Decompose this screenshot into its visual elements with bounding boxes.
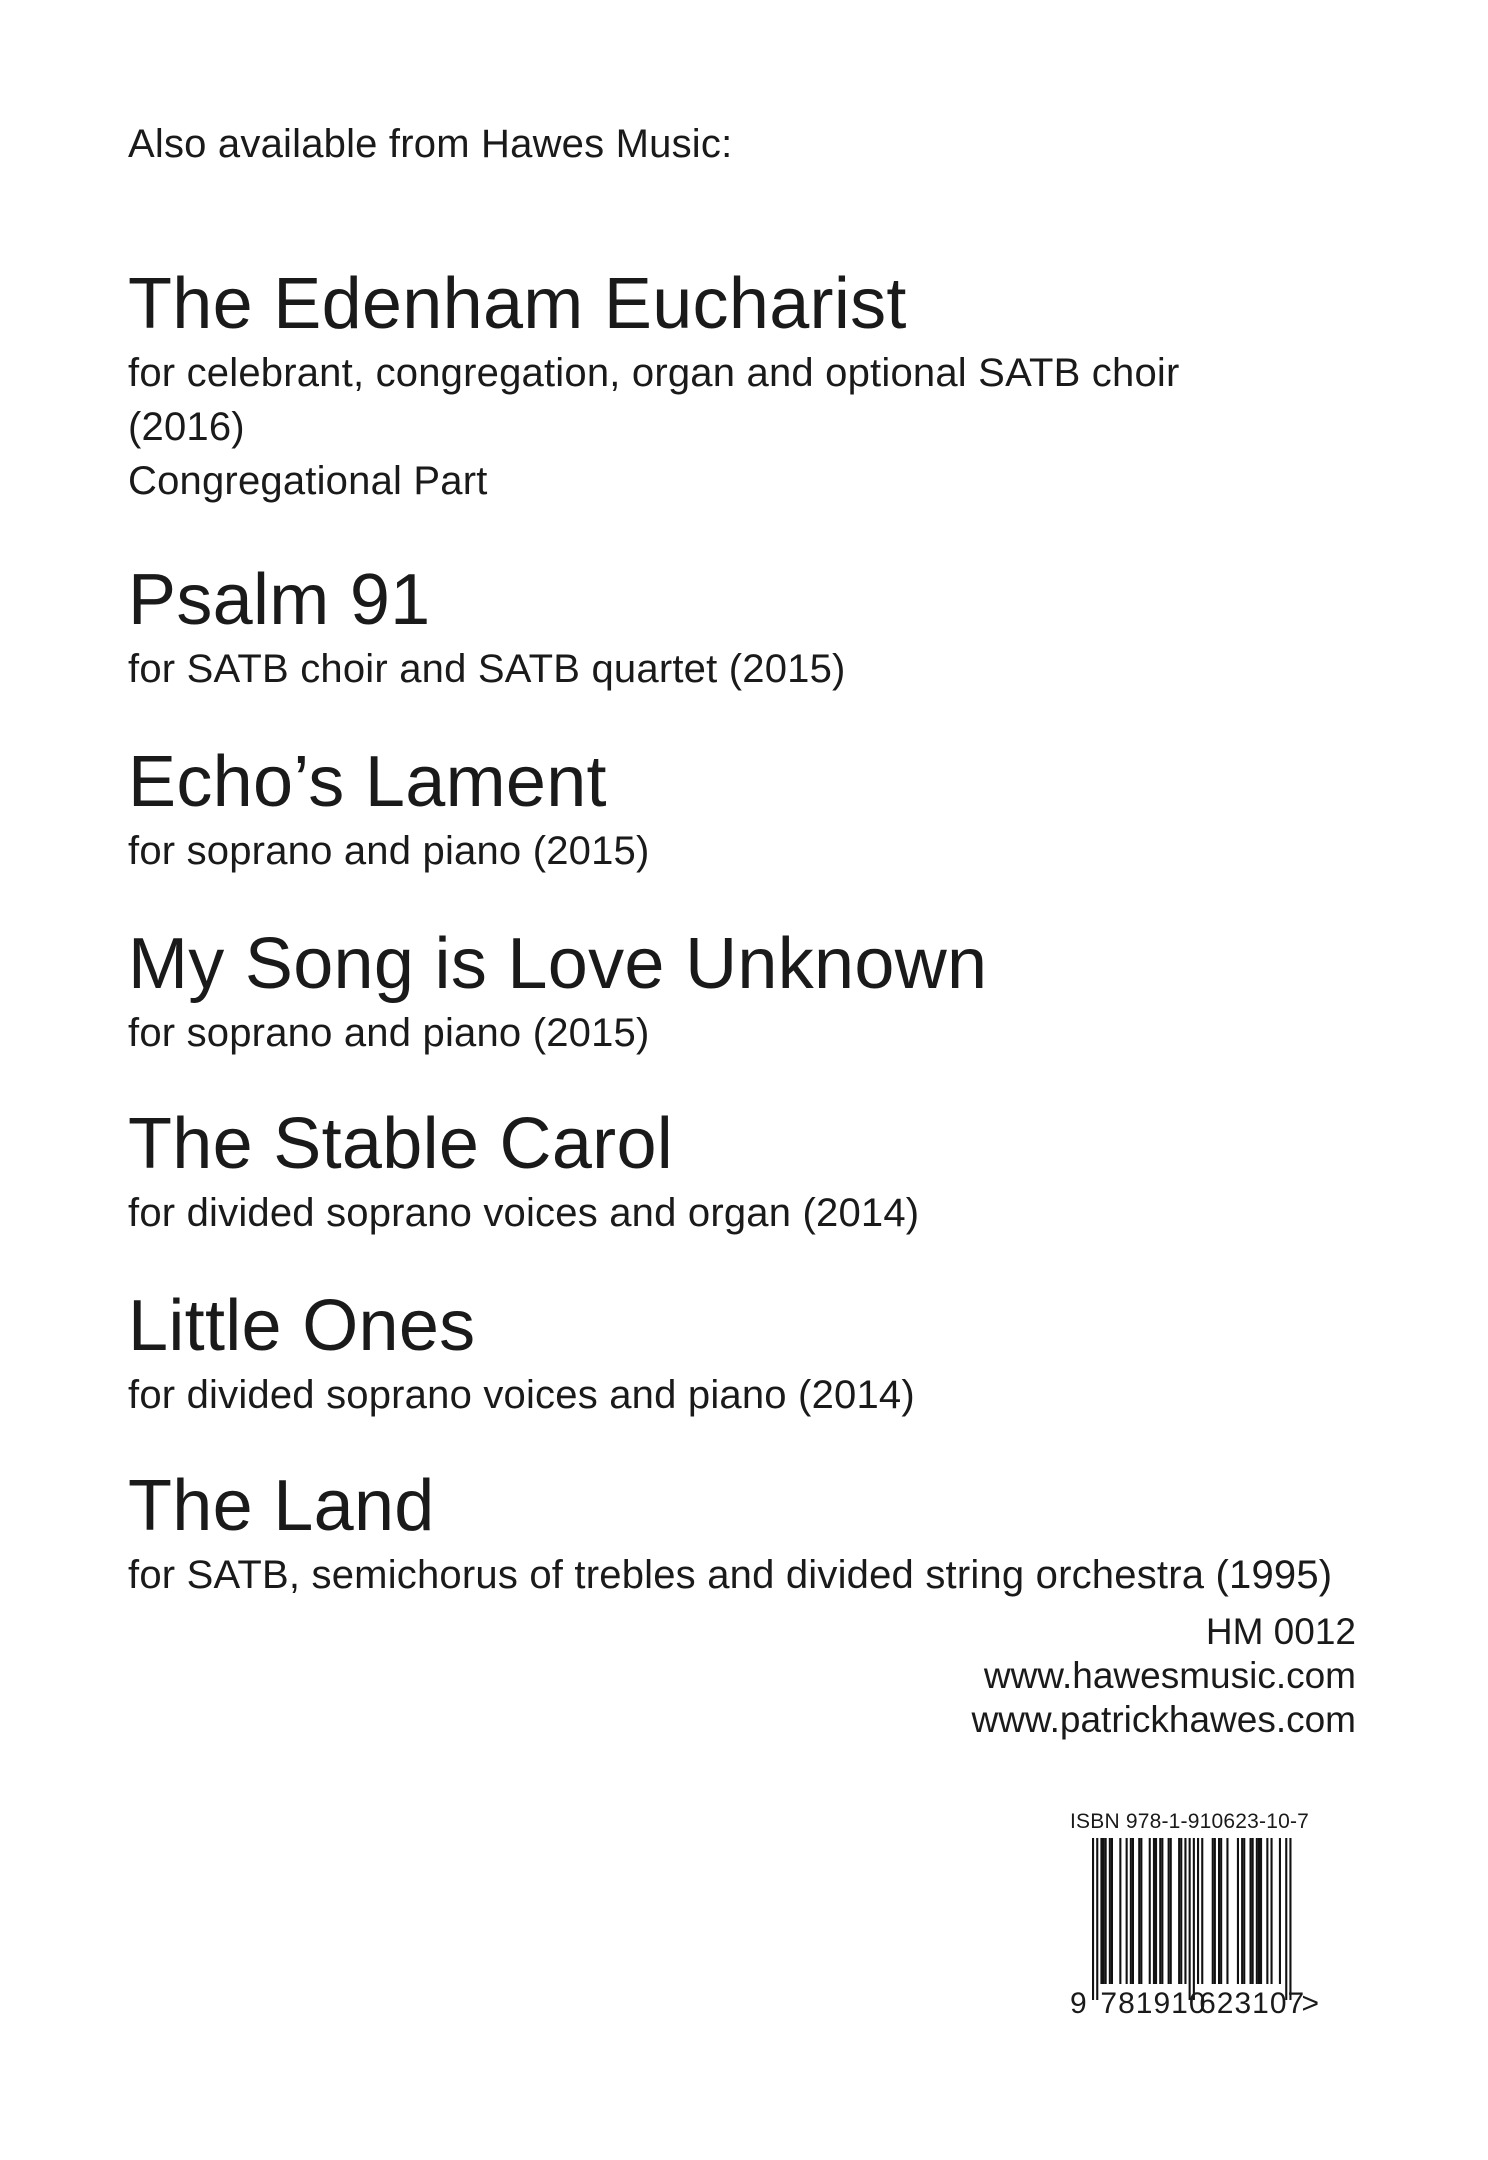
barcode-bar: [1256, 1838, 1258, 1984]
barcode-bar: [1140, 1838, 1142, 1984]
work-title: The Land: [128, 1466, 435, 1546]
barcode-bar: [1289, 1838, 1291, 2000]
barcode-bar: [1220, 1838, 1222, 1984]
barcode-bar: [1258, 1838, 1260, 1984]
work-scoring: for soprano and piano (2015): [128, 829, 650, 873]
barcode-bar: [1250, 1838, 1252, 1984]
barcode-quiet-zone-mark: >: [1301, 1987, 1320, 2020]
barcode-bar: [1126, 1838, 1128, 1984]
barcode-bar: [1105, 1838, 1107, 1984]
work-scoring: for divided soprano voices and piano (2014): [128, 1373, 915, 1417]
work-item-psalm-91: [128, 558, 846, 696]
barcode-bar: [1271, 1838, 1273, 1984]
barcode-bar: [1237, 1838, 1239, 1984]
website-link-hawesmusic[interactable]: www.hawesmusic.com: [983, 1655, 1356, 1696]
barcode-bar: [1214, 1838, 1216, 1984]
barcode-bar: [1109, 1838, 1111, 1984]
work-title: The Edenham Eucharist: [128, 264, 907, 344]
barcode-bar: [1193, 1838, 1195, 2000]
barcode-bar: [1189, 1838, 1191, 2000]
barcode-bar: [1130, 1838, 1132, 1984]
work-title: My Song is Love Unknown: [128, 924, 988, 1004]
work-edition: Congregational Part: [128, 459, 488, 503]
barcode-bar: [1103, 1838, 1105, 1984]
barcode-bar: [1100, 1838, 1102, 1984]
barcode-bar: [1218, 1838, 1220, 1984]
barcode-bars: [1070, 1838, 1340, 2010]
barcode-bar: [1252, 1838, 1254, 1984]
work-item-echos-lament: [128, 740, 650, 878]
barcode-bar: [1155, 1838, 1157, 1984]
barcode-bar: [1184, 1838, 1186, 1984]
barcode-group-1: 781910: [1100, 1987, 1207, 2020]
barcode-bar: [1132, 1838, 1134, 1984]
website-link-patrickhawes[interactable]: www.patrickhawes.com: [971, 1699, 1356, 1740]
barcode-bar: [1212, 1838, 1214, 1984]
work-title: Echo’s Lament: [128, 742, 607, 822]
work-item-little-ones: [128, 1284, 915, 1422]
barcode-bar: [1119, 1838, 1121, 1984]
barcode-bar: [1153, 1838, 1155, 1984]
work-year: (2016): [128, 405, 245, 449]
barcode-bar: [1138, 1838, 1140, 1984]
barcode-bar: [1226, 1838, 1228, 1984]
barcode-bar: [1285, 1838, 1287, 2000]
work-scoring: for divided soprano voices and organ (2014): [128, 1191, 920, 1235]
barcode-bar: [1161, 1838, 1163, 1984]
barcode-bar: [1243, 1838, 1245, 1984]
work-item-the-land: [128, 1464, 1332, 1602]
barcode-bar: [1170, 1838, 1172, 1984]
barcode-bar: [1201, 1838, 1203, 1984]
barcode-bar: [1159, 1838, 1161, 1984]
work-scoring: for SATB, semichorus of trebles and divided string orchestra (1995): [128, 1553, 1333, 1597]
work-scoring: for soprano and piano (2015): [128, 1011, 650, 1055]
catalog-number: HM 0012: [1205, 1611, 1356, 1652]
barcode-bar: [1178, 1838, 1180, 1984]
intro-heading: Also available from Hawes Music:: [128, 122, 733, 166]
barcode-bar: [1266, 1838, 1268, 1984]
work-title: Little Ones: [128, 1286, 476, 1366]
work-title: The Stable Carol: [128, 1104, 674, 1184]
work-item-stable-carol: [128, 1102, 919, 1240]
barcode-bar: [1279, 1838, 1281, 1984]
barcode-bar: [1092, 1838, 1094, 2000]
barcode-bar: [1096, 1838, 1098, 2000]
work-title: Psalm 91: [128, 560, 431, 640]
barcode-bar: [1197, 1838, 1199, 1984]
barcode-bar: [1180, 1838, 1182, 1984]
barcode-bar: [1260, 1838, 1262, 1984]
work-scoring: for SATB choir and SATB quartet (2015): [128, 647, 846, 691]
publisher-info: [971, 1610, 1356, 1742]
barcode-bar: [1241, 1838, 1243, 1984]
barcode-bar: [1111, 1838, 1113, 1984]
isbn-barcode: [1070, 1810, 1370, 2022]
barcode-bar: [1149, 1838, 1151, 1984]
barcode-lead-digit: 9: [1070, 1987, 1087, 2020]
isbn-label: ISBN 978-1-910623-10-7: [1070, 1810, 1310, 1833]
barcode-group-2: 623107: [1199, 1987, 1306, 2020]
work-item-my-song-is-love-unknown: [128, 922, 987, 1060]
barcode-bar: [1168, 1838, 1170, 1984]
work-item-edenham-eucharist: [128, 262, 1180, 508]
work-scoring: for celebrant, congregation, organ and optional SATB choir: [128, 351, 1180, 395]
